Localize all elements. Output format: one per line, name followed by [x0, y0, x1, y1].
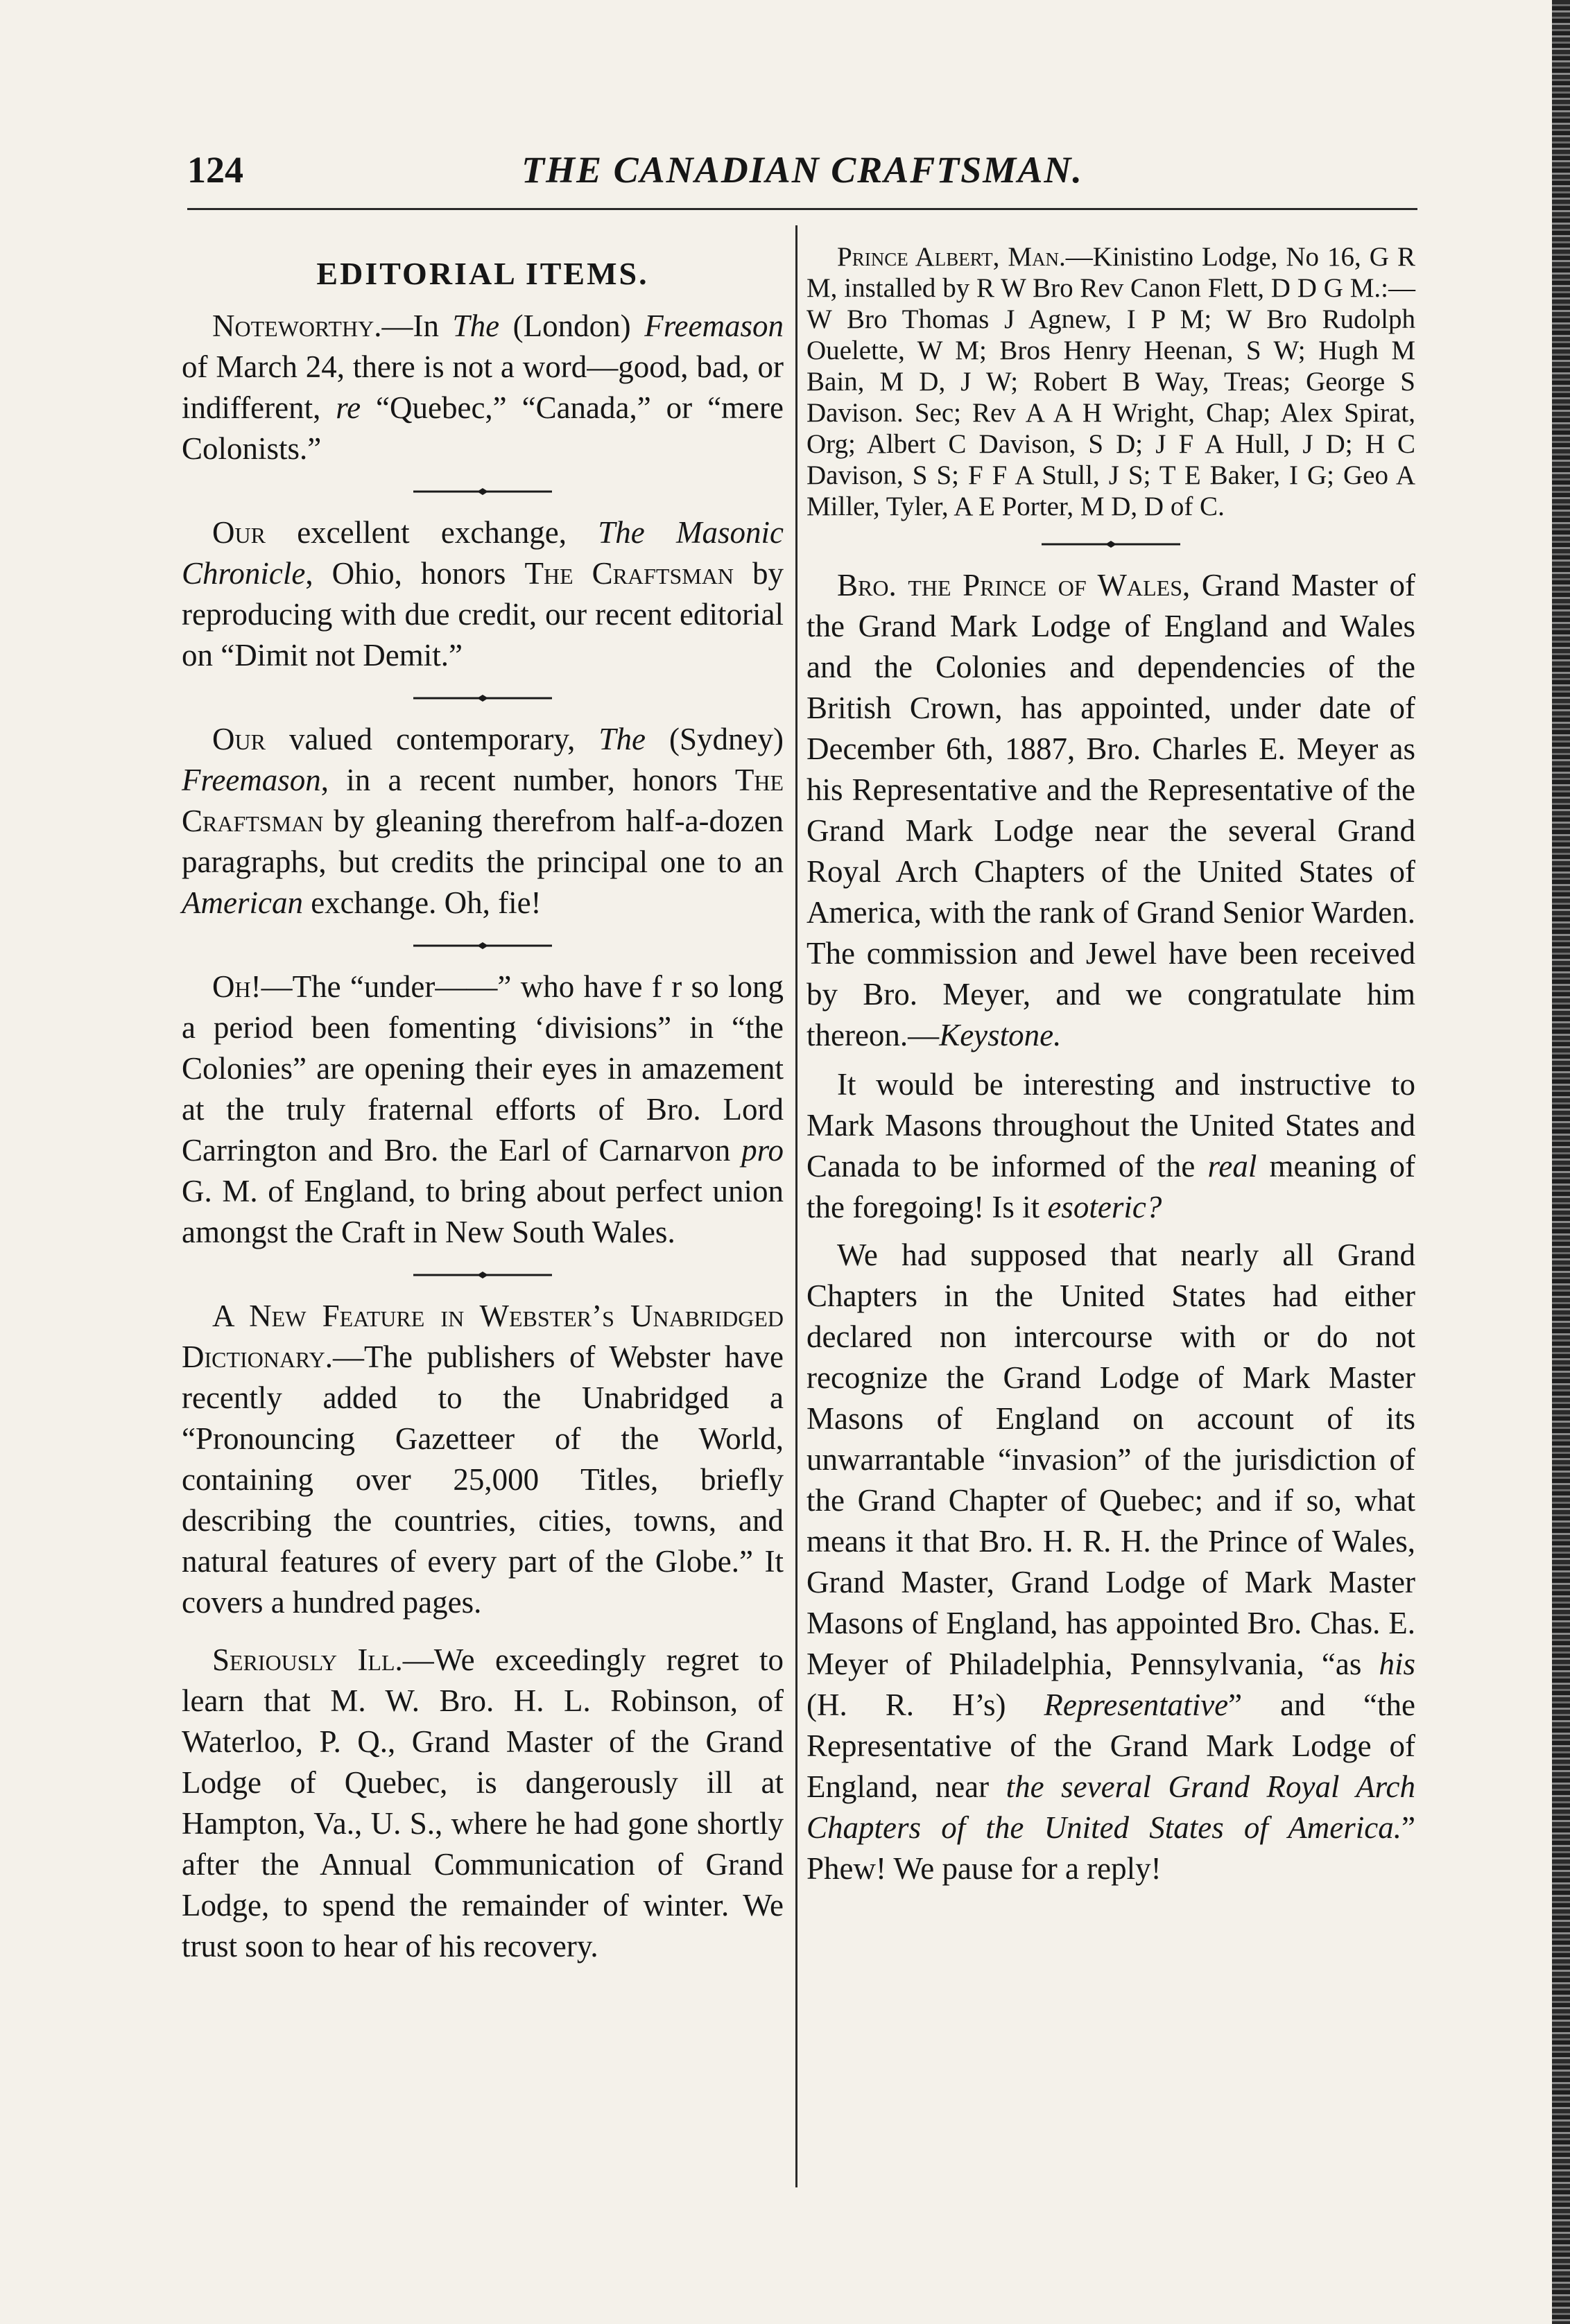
paragraph-esoteric: It would be interesting and instructive to Mark Masons throughout the United States and Canada to be informed of the real meaning of the foregoing! Is it esoteric? — [806, 1067, 1415, 1224]
scan-edge — [1552, 0, 1570, 2324]
paragraph-grand-chapters: We had supposed that nearly all Grand Chapters in the United States had either declared non intercourse with or do not recognize the Grand Lodge of Mark Master Masons of England on account of its unwarrantable “invasion” of the jurisdiction of the Grand Chapter of Quebec; and if so, what means it that Bro. H. R. H. the Prince of Wales, Grand Master, Grand Lodge of Mark Master Masons of England, has appointed Bro. Chas. E. Meyer of Philadelphia, Pennsylvania, “as his (H. R. H’s) Representative” and “the Representative of the Grand Mark Lodge of England, near the several Grand Royal Arch Chapters of the United States of America.” Phew! We pause for a reply! — [806, 1238, 1415, 1886]
ornament-divider — [1042, 540, 1180, 548]
page-number: 124 — [187, 149, 243, 191]
section-heading: EDITORIAL ITEMS. — [316, 256, 649, 291]
right-column — [806, 229, 1415, 1889]
paragraph-lodge-officers: Prince Albert, Man.—Kinistino Lodge, No 16, G R M, installed by R W Bro Rev Canon Flett, D D G M.:—W Bro Thomas J Agnew, I P M; W Bro Rudolph Ouelette, W M; Bros Henry Heenan, S W; Hugh M Bain, M D, J W; Robert B Way, Treas; George S Davison. Sec; Rev A A H Wright, Chap; Alex Spirat, Org; Albert C Davison, S D; J F A Hull, J D; H C Davison, S S; F F A Stull, J S; T E Baker, I G; Geo A Miller, Tyler, A E Porter, M D, D of C. — [806, 242, 1415, 521]
header-rule — [187, 208, 1417, 210]
paragraph-prince-of-wales: Bro. the Prince of Wales, Grand Master of the Grand Mark Lodge of England and Wales and the Colonies and dependencies of the British Crown, has appointed, under date of December 6th, 1887, Bro. Charles E. Meyer as his Representative and the Representative of the Grand Mark Lodge near the several Grand Royal Arch Chapters of the United States of America, with the rank of Grand Senior Warden. The commission and Jewel have been received by Bro. Meyer, and we congratulate him thereon.—Keystone. — [806, 568, 1416, 1052]
paragraph-colonies: Oh!—The “under——” who have f r so long a period been fomenting ‘divisions” in “the Colonies” are opening their eyes in amazement at the truly fraternal efforts of Bro. Lord Carrington and Bro. the Earl of Carnarvon pro G. M. of England, to bring about perfect union amongst the Craft in New South Wales. — [182, 969, 784, 1249]
paragraph-seriously-ill: Seriously Ill.—We exceedingly regret to learn that M. W. Bro. H. L. Robinson, of Waterloo, P. Q., Grand Master of the Grand Lodge of Quebec, is dangerously ill at Hampton, Va., U. S., where he had gone shortly after the Annual Communication of Grand Lodge, to spend the remainder of winter. We trust soon to hear of his recovery. — [182, 1642, 784, 1963]
paragraph-sydney-freemason: Our valued contemporary, The (Sydney) Freemason, in a recent number, honors The Craftsman by gleaning therefrom half-a-dozen paragraphs, but credits the principal one to an American exchange. Oh, fie! — [182, 722, 784, 920]
lead-in: Noteworthy. — [212, 309, 382, 343]
paragraph-webster: A New Feature in Webster’s Unabridged Dictionary.—The publishers of Webster have recently added to the Unabridged a “Pronouncing Gazetteer of the World, containing over 25,000 Titles, briefly describing the countries, cities, towns, and natural features of every part of the Globe.” It covers a hundred pages. — [182, 1299, 784, 1620]
paragraph-masonic-chronicle: Our excellent exchange, The Masonic Chronicle, Ohio, honors The Craftsman by reproducing with due credit, our recent editorial on “Dimit not Demit.” — [182, 515, 784, 673]
column-divider — [795, 225, 797, 2187]
left-column — [182, 229, 784, 1967]
ornament-divider — [413, 694, 552, 702]
paragraph-noteworthy: Noteworthy.—In The (London) Freemason of March 24, there is not a word—good, bad, or indifferent, re “Quebec,” “Canada,” or “mere Colonists.” — [182, 309, 784, 466]
running-title: THE CANADIAN CRAFTSMAN. — [521, 149, 1083, 191]
ornament-divider — [413, 1271, 552, 1279]
page-header — [187, 148, 1417, 198]
ornament-divider — [413, 487, 552, 496]
ornament-divider — [413, 942, 552, 950]
